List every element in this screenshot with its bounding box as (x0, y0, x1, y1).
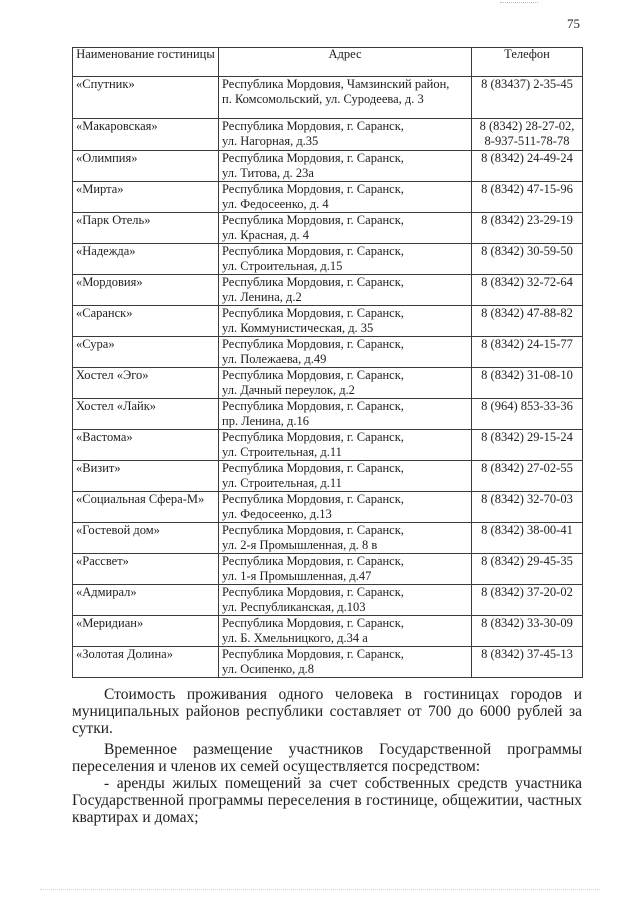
hotel-address (219, 77, 472, 119)
table-row (73, 151, 583, 182)
header-phone: Телефон (472, 48, 583, 77)
hotel-name: Хостел «Эго» (73, 368, 219, 399)
address-line: Республика Мордовия, г. Саранск, (222, 119, 404, 133)
table-row (73, 461, 583, 492)
address-line: Республика Мордовия, г. Саранск, (222, 213, 404, 227)
table-row (73, 77, 583, 119)
hotel-phone (472, 151, 583, 182)
hotel-name: «Меридиан» (73, 616, 219, 647)
phone-line: 8-937-511-78-78 (484, 134, 570, 148)
address-line: ул. Нагорная, д.35 (222, 134, 319, 148)
hotel-address (219, 616, 472, 647)
address-line: Республика Мордовия, г. Саранск, (222, 151, 404, 165)
hotel-phone (472, 244, 583, 275)
phone-line: 8 (8342) 24-49-24 (481, 151, 573, 165)
address-line: Республика Мордовия, г. Саранск, (222, 368, 404, 382)
hotel-name: «Макаровская» (73, 119, 219, 151)
hotel-address (219, 337, 472, 368)
hotel-address (219, 461, 472, 492)
phone-line: 8 (8342) 32-72-64 (481, 275, 573, 289)
hotel-address (219, 585, 472, 616)
hotel-name: «Сура» (73, 337, 219, 368)
hotel-phone (472, 616, 583, 647)
address-line: Республика Мордовия, Чамзинский район, (222, 77, 450, 91)
hotel-phone (472, 275, 583, 306)
phone-line: 8 (8342) 29-45-35 (481, 554, 573, 568)
hotel-address (219, 306, 472, 337)
hotel-name: «Олимпия» (73, 151, 219, 182)
address-line: пр. Ленина, д.16 (222, 414, 309, 428)
hotel-name: «Саранск» (73, 306, 219, 337)
phone-line: 8 (8342) 30-59-50 (481, 244, 573, 258)
phone-line: 8 (8342) 28-27-02, (479, 119, 575, 133)
phone-line: 8 (8342) 23-29-19 (481, 213, 573, 227)
page-number: 75 (567, 16, 580, 31)
hotel-address (219, 647, 472, 678)
hotel-phone (472, 523, 583, 554)
phone-line: 8 (8342) 24-15-77 (481, 337, 573, 351)
hotel-phone (472, 306, 583, 337)
hotel-name: «Мирта» (73, 182, 219, 213)
hotel-name: «Социальная Сфера-М» (73, 492, 219, 523)
hotel-name: «Вастома» (73, 430, 219, 461)
address-line: ул. Ленина, д.2 (222, 290, 302, 304)
table-row (73, 368, 583, 399)
phone-line: 8 (8342) 37-20-02 (481, 585, 573, 599)
table-row (73, 244, 583, 275)
phone-line: 8 (8342) 37-45-13 (481, 647, 573, 661)
scan-artifact-top (500, 2, 538, 3)
address-line: Республика Мордовия, г. Саранск, (222, 275, 404, 289)
hotel-name: «Мордовия» (73, 275, 219, 306)
hotel-phone (472, 585, 583, 616)
address-line: Республика Мордовия, г. Саранск, (222, 647, 404, 661)
table-row (73, 337, 583, 368)
address-line: ул. Республиканская, д.103 (222, 600, 366, 614)
address-line: Республика Мордовия, г. Саранск, (222, 616, 404, 630)
table-row (73, 647, 583, 678)
address-line: Республика Мордовия, г. Саранск, (222, 461, 404, 475)
header-address: Адрес (219, 48, 472, 77)
hotel-address (219, 151, 472, 182)
table-row (73, 616, 583, 647)
address-line: Республика Мордовия, г. Саранск, (222, 306, 404, 320)
address-line: Республика Мордовия, г. Саранск, (222, 523, 404, 537)
address-line: ул. 1-я Промышленная, д.47 (222, 569, 372, 583)
hotel-phone (472, 461, 583, 492)
address-line: ул. Дачный переулок, д.2 (222, 383, 355, 397)
paragraph-cost: Стоимость проживания одного человека в гостиницах городов и муниципальных районов республики составляет от 700 до 6000 рублей за сутки. (72, 686, 582, 737)
body-text (72, 686, 582, 830)
address-line: ул. Строительная, д.11 (222, 476, 342, 490)
address-line: Республика Мордовия, г. Саранск, (222, 554, 404, 568)
phone-line: 8 (964) 853-33-36 (481, 399, 573, 413)
phone-line: 8 (8342) 29-15-24 (481, 430, 573, 444)
address-line: ул. Осипенко, д.8 (222, 662, 315, 676)
address-line: ул. Б. Хмельницкого, д.34 а (222, 631, 368, 645)
hotel-name: «Надежда» (73, 244, 219, 275)
phone-line: 8 (8342) 31-08-10 (481, 368, 573, 382)
hotel-name: «Спутник» (73, 77, 219, 119)
hotel-address (219, 368, 472, 399)
hotel-phone (472, 492, 583, 523)
hotel-address (219, 399, 472, 430)
hotel-address (219, 213, 472, 244)
address-line: Республика Мордовия, г. Саранск, (222, 244, 404, 258)
table-row (73, 306, 583, 337)
table-row (73, 399, 583, 430)
address-line: ул. Федосеенко, д.13 (222, 507, 332, 521)
address-line: ул. Федосеенко, д. 4 (222, 197, 329, 211)
hotel-address (219, 523, 472, 554)
hotel-address (219, 492, 472, 523)
table-header-row (73, 48, 583, 77)
hotel-address (219, 275, 472, 306)
hotel-name: «Визит» (73, 461, 219, 492)
table-row (73, 182, 583, 213)
address-line: ул. Красная, д. 4 (222, 228, 309, 242)
phone-line: 8 (8342) 47-88-82 (481, 306, 573, 320)
table-row (73, 585, 583, 616)
address-line: Республика Мордовия, г. Саранск, (222, 337, 404, 351)
table-row (73, 275, 583, 306)
address-line: ул. Полежаева, д.49 (222, 352, 327, 366)
hotel-address (219, 430, 472, 461)
phone-line: 8 (8342) 27-02-55 (481, 461, 573, 475)
table-row (73, 554, 583, 585)
address-line: Республика Мордовия, г. Саранск, (222, 430, 404, 444)
hotel-address (219, 554, 472, 585)
header-name: Наименование гостиницы (73, 48, 219, 77)
table-row (73, 492, 583, 523)
address-line: п. Комсомольский, ул. Суродеева, д. 3 (222, 92, 424, 106)
hotel-name: «Золотая Долина» (73, 647, 219, 678)
table-row (73, 430, 583, 461)
hotel-name: «Адмирал» (73, 585, 219, 616)
hotel-name: «Парк Отель» (73, 213, 219, 244)
hotel-phone (472, 119, 583, 151)
hotel-phone (472, 77, 583, 119)
paragraph-rent: - аренды жилых помещений за счет собственных средств участника Государственной программы переселения в гостинице, общежитии, частных квартирах и домах; (72, 775, 582, 826)
hotel-name: Хостел «Лайк» (73, 399, 219, 430)
address-line: ул. Коммунистическая, д. 35 (222, 321, 374, 335)
phone-line: 8 (8342) 38-00-41 (481, 523, 573, 537)
address-line: ул. Титова, д. 23а (222, 166, 314, 180)
hotel-phone (472, 368, 583, 399)
hotel-phone (472, 182, 583, 213)
table-body (73, 77, 583, 678)
hotel-name: «Рассвет» (73, 554, 219, 585)
phone-line: 8 (83437) 2-35-45 (481, 77, 573, 91)
address-line: Республика Мордовия, г. Саранск, (222, 492, 404, 506)
hotel-phone (472, 554, 583, 585)
hotel-name: «Гостевой дом» (73, 523, 219, 554)
table-row (73, 523, 583, 554)
table-row (73, 119, 583, 151)
address-line: ул. Строительная, д.11 (222, 445, 342, 459)
address-line: Республика Мордовия, г. Саранск, (222, 585, 404, 599)
hotel-phone (472, 430, 583, 461)
scan-artifact-bottom (40, 889, 600, 890)
hotel-phone (472, 213, 583, 244)
phone-line: 8 (8342) 47-15-96 (481, 182, 573, 196)
hotel-phone (472, 647, 583, 678)
hotel-address (219, 182, 472, 213)
table-row (73, 213, 583, 244)
phone-line: 8 (8342) 33-30-09 (481, 616, 573, 630)
hotel-phone (472, 337, 583, 368)
address-line: ул. 2-я Промышленная, д. 8 в (222, 538, 378, 552)
hotel-address (219, 119, 472, 151)
address-line: Республика Мордовия, г. Саранск, (222, 399, 404, 413)
paragraph-placement: Временное размещение участников Государственной программы переселения и членов их семей осуществляется посредством: (72, 741, 582, 775)
hotel-phone (472, 399, 583, 430)
hotel-address (219, 244, 472, 275)
address-line: Республика Мордовия, г. Саранск, (222, 182, 404, 196)
phone-line: 8 (8342) 32-70-03 (481, 492, 573, 506)
hotels-table (72, 47, 583, 678)
address-line: ул. Строительная, д.15 (222, 259, 343, 273)
